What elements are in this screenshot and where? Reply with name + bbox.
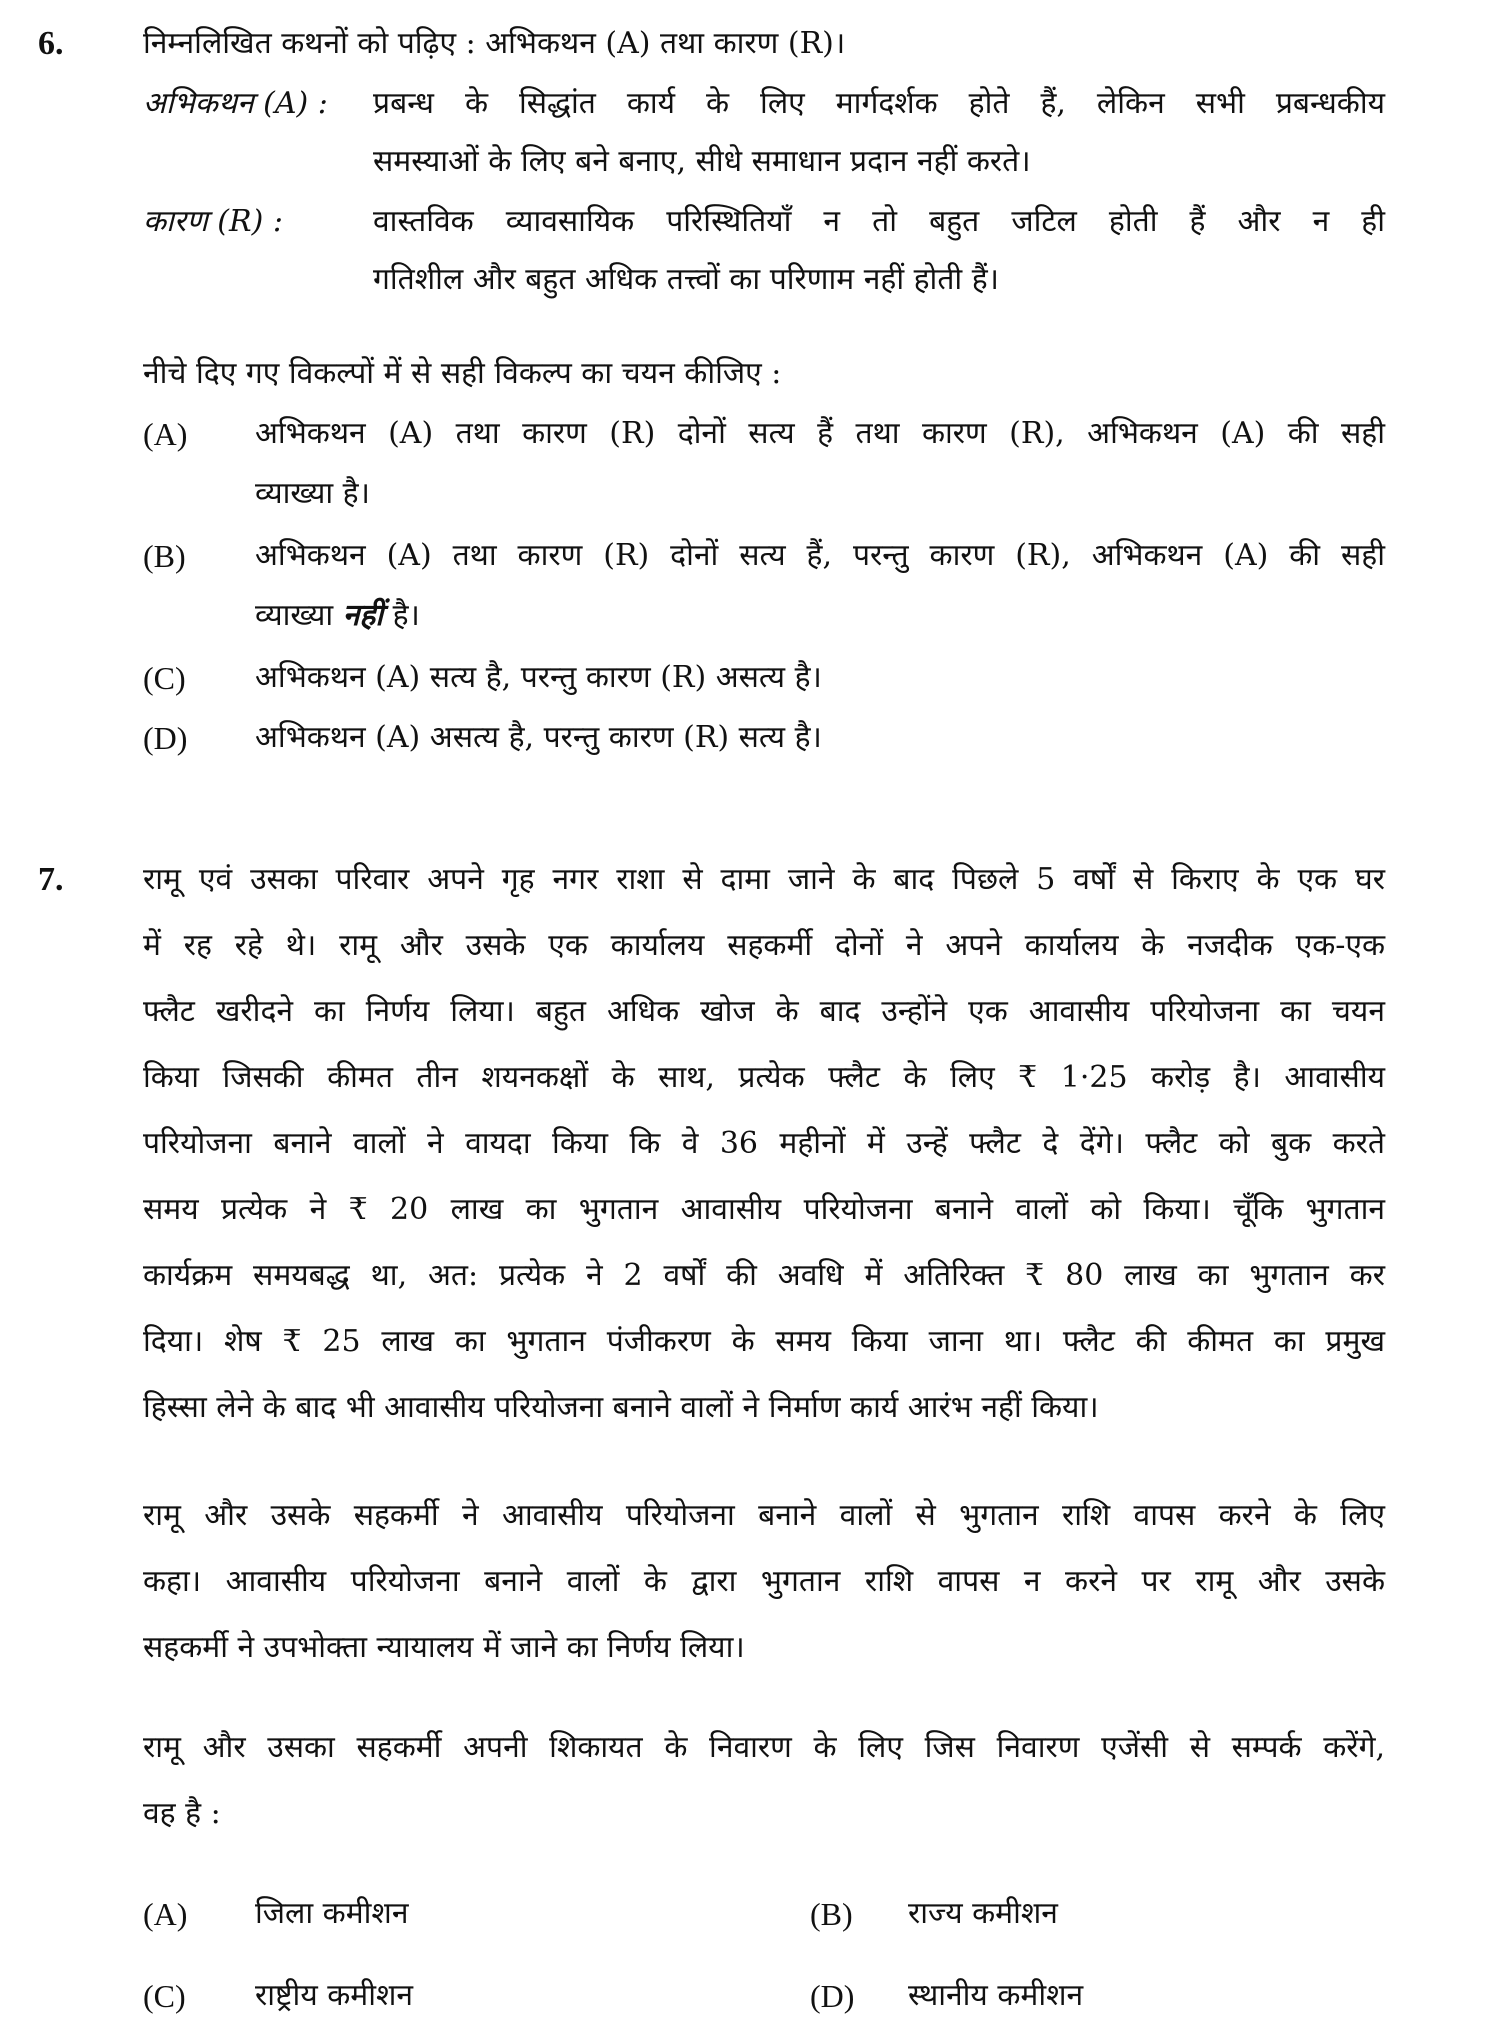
option-text-line-2 <box>255 596 420 636</box>
paragraph-line: हिस्सा लेने के बाद भी आवासीय परियोजना बनाने वालों ने निर्माण कार्य आरंभ नहीं किया। <box>143 1390 1099 1425</box>
reason-text-line-2: गतिशील और बहुत अधिक तत्त्वों का परिणाम नहीं होती हैं। <box>373 262 1000 297</box>
assertion-text-line-2: समस्याओं के लिए बने बनाए, सीधे समाधान प्रदान नहीं करते। <box>373 144 1031 179</box>
option-text: स्थानीय कमीशन <box>908 1978 1084 2013</box>
question-number: 7. <box>38 861 64 898</box>
option-letter: (A) <box>143 1896 188 1932</box>
option-text: राज्य कमीशन <box>908 1896 1058 1931</box>
paragraph-line: रामू और उसके सहकर्मी ने आवासीय परियोजना बनाने वालों से भुगतान राशि वापस करने के लिए <box>143 1498 1385 1533</box>
option-text: राष्ट्रीय कमीशन <box>255 1978 414 2013</box>
question-stem-line: वह है : <box>143 1796 221 1831</box>
paragraph-line: सहकर्मी ने उपभोक्ता न्यायालय में जाने का निर्णय लिया। <box>143 1630 745 1665</box>
option-text-line-1: अभिकथन (A) तथा कारण (R) दोनों सत्य हैं, परन्तु कारण (R), अभिकथन (A) की सही <box>255 538 1385 573</box>
paragraph-line: कहा। आवासीय परियोजना बनाने वालों के द्वारा भुगतान राशि वापस न करने पर रामू और उसके <box>143 1564 1385 1599</box>
option-text-line-1: अभिकथन (A) तथा कारण (R) दोनों सत्य हैं तथा कारण (R), अभिकथन (A) की सही <box>255 416 1385 451</box>
paragraph-line: कार्यक्रम समयबद्ध था, अत: प्रत्येक ने 2 वर्षों की अवधि में अतिरिक्त ₹ 80 लाख का भुगतान कर <box>143 1258 1385 1293</box>
paragraph-line: समय प्रत्येक ने ₹ 20 लाख का भुगतान आवासीय परियोजना बनाने वालों को किया। चूँकि भुगतान <box>143 1192 1385 1227</box>
option-text: जिला कमीशन <box>255 1896 409 1931</box>
reason-label: कारण (R) : <box>143 204 283 239</box>
option-letter: (B) <box>810 1896 853 1932</box>
reason-text-line-1: वास्तविक व्यावसायिक परिस्थितियाँ न तो बहुत जटिल होती हैं और न ही <box>373 204 1385 239</box>
option-text-line-1: अभिकथन (A) असत्य है, परन्तु कारण (R) सत्य है। <box>255 720 822 755</box>
option-letter: (C) <box>143 660 186 696</box>
paragraph-line: दिया। शेष ₹ 25 लाख का भुगतान पंजीकरण के समय किया जाना था। फ्लैट की कीमत का प्रमुख <box>143 1324 1385 1359</box>
option-text: है। <box>383 598 420 633</box>
paragraph-line: फ्लैट खरीदने का निर्णय लिया। बहुत अधिक खोज के बाद उन्होंने एक आवासीय परियोजना का चयन <box>143 994 1385 1029</box>
assertion-label: अभिकथन (A) : <box>143 86 328 121</box>
paragraph-line: में रह रहे थे। रामू और उसके एक कार्यालय सहकर्मी दोनों ने अपने कार्यालय के नजदीक एक-एक <box>143 928 1385 963</box>
option-text: व्याख्या <box>255 598 343 633</box>
option-text-line-1: अभिकथन (A) सत्य है, परन्तु कारण (R) असत्य है। <box>255 660 822 695</box>
option-letter: (D) <box>143 720 188 756</box>
question-number: 6. <box>38 25 64 62</box>
option-letter: (D) <box>810 1978 855 2014</box>
paragraph-line: परियोजना बनाने वालों ने वायदा किया कि वे 36 महीनों में उन्हें फ्लैट दे देंगे। फ्लैट को बुक करते <box>143 1126 1385 1161</box>
paragraph-line: किया जिसकी कीमत तीन शयनकक्षों के साथ, प्रत्येक फ्लैट के लिए ₹ 1·25 करोड़ है। आवासीय <box>143 1060 1385 1095</box>
options-prompt: नीचे दिए गए विकल्पों में से सही विकल्प का चयन कीजिए : <box>143 356 782 391</box>
assertion-text-line-1: प्रबन्ध के सिद्धांत कार्य के लिए मार्गदर्शक होते हैं, लेकिन सभी प्रबन्धकीय <box>373 86 1385 121</box>
emphasis-not: नहीं <box>342 598 384 633</box>
option-text-line-2: व्याख्या है। <box>255 476 370 511</box>
option-letter: (A) <box>143 416 188 452</box>
question-instruction: निम्नलिखित कथनों को पढ़िए : अभिकथन (A) तथा कारण (R)। <box>143 26 846 61</box>
option-letter: (B) <box>143 538 186 574</box>
option-letter: (C) <box>143 1978 186 2014</box>
question-stem-line: रामू और उसका सहकर्मी अपनी शिकायत के निवारण के लिए जिस निवारण एजेंसी से सम्पर्क करेंगे, <box>143 1730 1385 1765</box>
paragraph-line: रामू एवं उसका परिवार अपने गृह नगर राशा से दामा जाने के बाद पिछले 5 वर्षों से किराए के एक घर <box>143 862 1385 897</box>
